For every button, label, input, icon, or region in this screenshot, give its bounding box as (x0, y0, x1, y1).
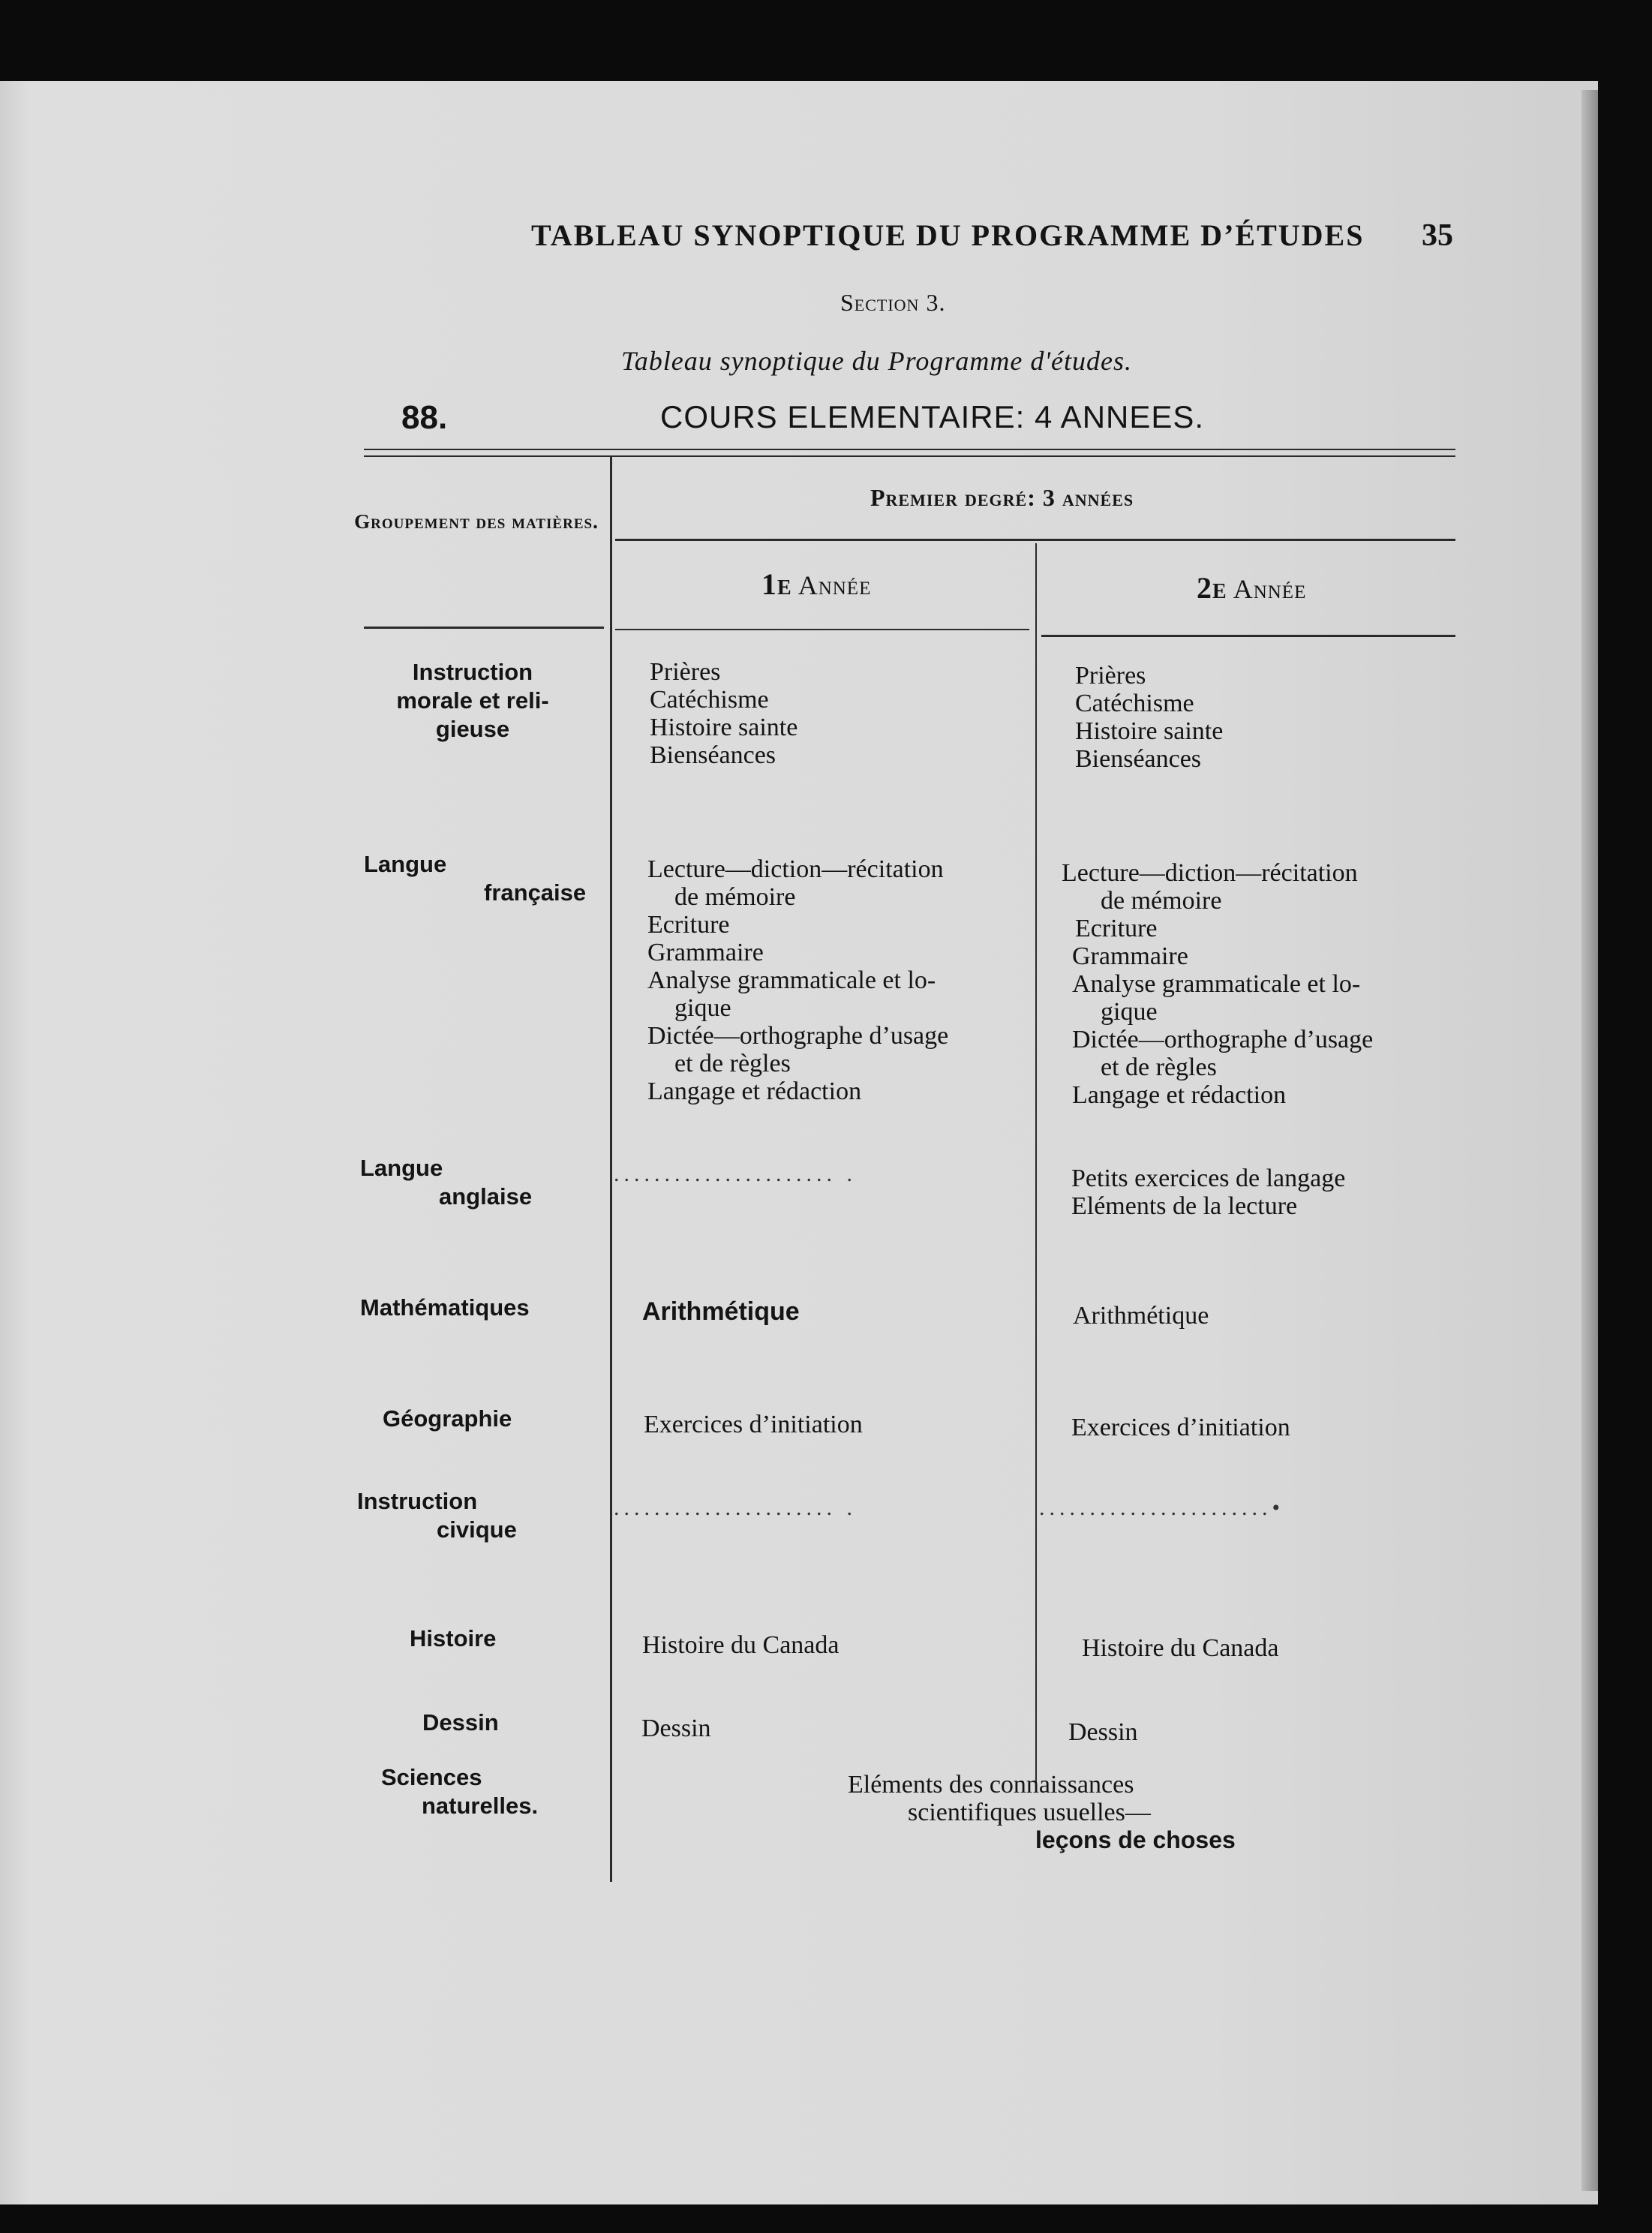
subject-line: anglaise (439, 1183, 533, 1210)
subject-line: morale et reli- (396, 687, 549, 714)
subject-line: Instruction (357, 1488, 478, 1514)
content-line: Grammaire (1072, 942, 1188, 970)
year2-mathematiques: Arithmétique (1073, 1302, 1209, 1330)
subject-line: civique (437, 1516, 517, 1543)
content-line: Ecriture (647, 911, 730, 939)
subject-line: Langue (360, 1155, 443, 1181)
content-line: et de règles (1101, 1053, 1217, 1081)
year1-anglaise-dots: ...................... . (614, 1162, 857, 1186)
year2-geographie: Exercices d’initiation (1071, 1414, 1290, 1441)
content-line: Eléments de la lecture (1071, 1192, 1298, 1220)
year2-dessin: Dessin (1068, 1718, 1138, 1746)
year2-morale (1075, 662, 1223, 773)
year1-dessin: Dessin (641, 1715, 711, 1742)
section-heading: Section 3. (840, 289, 946, 316)
subject-anglaise (360, 1154, 532, 1211)
year2-histoire: Histoire du Canada (1082, 1634, 1279, 1662)
header-rule-subject (364, 627, 604, 629)
header-rule-year2 (1041, 635, 1455, 637)
group-header: Groupement des matières. (354, 510, 599, 533)
content-line: Eléments des connaissances (848, 1771, 1134, 1799)
subject-line: française (484, 879, 587, 906)
sciences-merged (848, 1771, 1236, 1854)
degree-rule (615, 539, 1455, 541)
top-rule-2 (364, 455, 1455, 457)
page-number: 35 (1422, 218, 1453, 253)
year2-anglaise (1071, 1165, 1345, 1220)
content-line: de mémoire (674, 883, 796, 911)
subject-civique (357, 1487, 517, 1544)
year1-mathematiques: Arithmétique (642, 1297, 800, 1326)
content-line: Petits exercices de langage (1071, 1165, 1346, 1192)
running-head: TABLEAU SYNOPTIQUE DU PROGRAMME D’ÉTUDES (531, 218, 1365, 252)
content-line: Langage et rédaction (647, 1077, 862, 1105)
content-line: Bienséances (650, 741, 776, 769)
year1-histoire: Histoire du Canada (642, 1631, 840, 1659)
year1-header (761, 567, 871, 602)
column-divider-subject (610, 456, 612, 1882)
year2-header (1197, 570, 1306, 606)
year1-number: 1e (761, 567, 792, 601)
content-line: gique (674, 994, 731, 1022)
content-line: Histoire sainte (1075, 717, 1224, 745)
year1-label: Année (797, 570, 872, 600)
subject-line: Sciences (381, 1764, 482, 1790)
content-line: Catéchisme (1075, 690, 1194, 717)
paragraph-number: 88. (401, 399, 448, 436)
content-line: Prières (1075, 662, 1146, 690)
subject-line: gieuse (435, 716, 510, 742)
column-divider-years (1035, 543, 1037, 1789)
content-line: leçons de choses (1035, 1826, 1236, 1853)
year2-label: Année (1233, 574, 1307, 604)
subject-line: naturelles. (422, 1793, 539, 1819)
subject-line: Instruction (412, 659, 533, 685)
page-edge (1581, 90, 1598, 2191)
content-line: Bienséances (1075, 745, 1202, 773)
subject-mathematiques: Mathématiques (360, 1294, 530, 1321)
year1-civique-dots: ...................... . (614, 1495, 857, 1520)
subject-francaise (364, 850, 586, 907)
content-line: Dictée—orthographe d’usage (647, 1022, 949, 1050)
content-line: Lecture—diction—récitation (1062, 859, 1358, 887)
content-line: de mémoire (1101, 887, 1222, 915)
year1-morale (650, 658, 797, 769)
content-line: Histoire sainte (650, 714, 798, 741)
year2-francaise (1062, 859, 1373, 1109)
content-line: Lecture—diction—récitation (647, 855, 944, 883)
degree-header: Premier degré: 3 années (870, 484, 1134, 511)
content-line: Dictée—orthographe d’usage (1072, 1026, 1374, 1053)
content-line: Analyse grammaticale et lo- (1072, 970, 1361, 998)
content-line: Prières (650, 658, 721, 686)
year2-number: 2e (1197, 571, 1227, 605)
header-rule-year1 (615, 629, 1029, 630)
content-line: Catéchisme (650, 686, 769, 714)
content-line: gique (1101, 998, 1158, 1026)
table-subtitle: Tableau synoptique du Programme d'études. (621, 346, 1132, 376)
subject-dessin: Dessin (422, 1709, 499, 1736)
subject-morale (364, 658, 581, 744)
content-line: Ecriture (1075, 915, 1158, 942)
top-rule-1 (364, 449, 1455, 450)
content-line: Grammaire (647, 939, 764, 966)
year1-francaise (647, 855, 948, 1105)
year2-civique-dots: .......................• (1039, 1495, 1285, 1520)
subject-histoire: Histoire (410, 1625, 497, 1651)
subject-sciences (381, 1763, 538, 1820)
content-line: scientifiques usuelles— (908, 1799, 1151, 1826)
subject-line: Langue (364, 851, 447, 877)
year1-geographie: Exercices d’initiation (644, 1411, 863, 1438)
subject-geographie: Géographie (383, 1405, 512, 1432)
content-line: Langage et rédaction (1072, 1081, 1287, 1109)
course-title: COURS ELEMENTAIRE: 4 ANNEES. (660, 399, 1205, 434)
content-line: Analyse grammaticale et lo- (647, 966, 936, 994)
content-line: et de règles (674, 1050, 791, 1077)
